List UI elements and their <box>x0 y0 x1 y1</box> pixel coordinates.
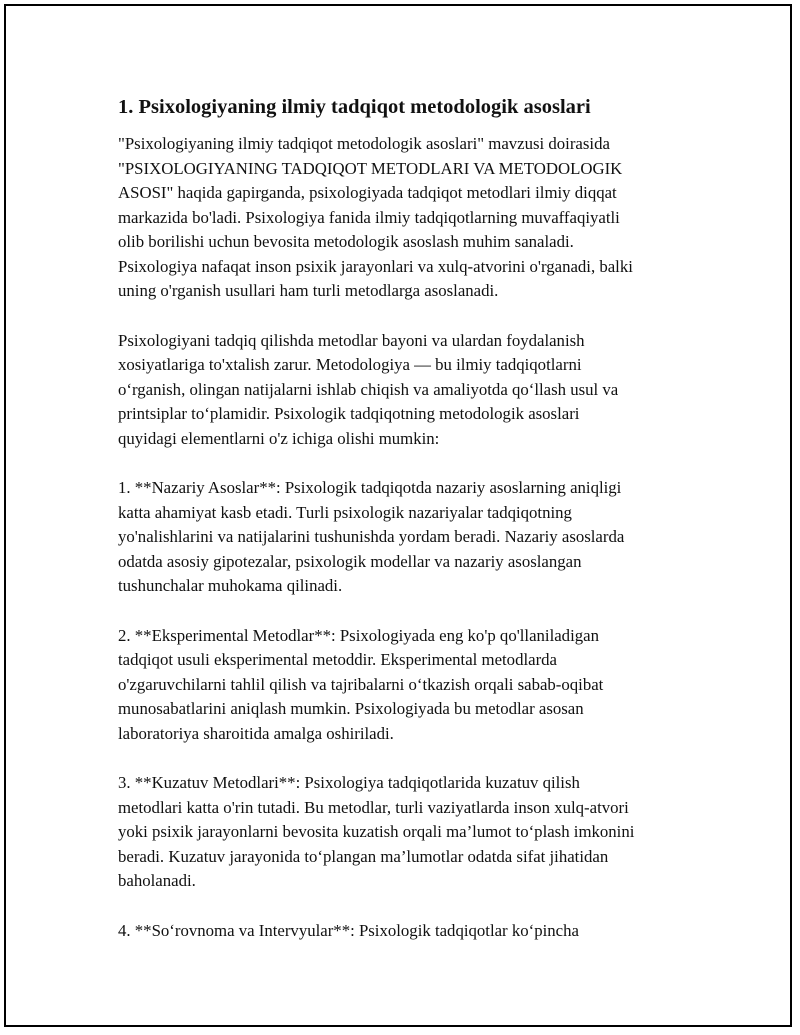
text-line: 4. **So‘rovnoma va Intervyular**: Psixologik tadqiqotlar ko‘pincha <box>118 920 579 940</box>
text-line: Psixologiyani tadqiq qilishda metodlar bayoni va ulardan foydalanish <box>118 330 585 350</box>
text-line: o‘rganish, olingan natijalarni ishlab chiqish va amaliyotda qo‘llash usul va <box>118 379 619 399</box>
text-line: katta ahamiyat kasb etadi. Turli psixologik nazariyalar tadqiqotning <box>118 502 572 522</box>
text-line: quyidagi elementlarni o'z ichiga olishi mumkin: <box>118 428 440 448</box>
text-line: uning o'rganish usullari ham turli metodlarga asoslanadi. <box>118 281 499 300</box>
text-line: tadqiqot usuli eksperimental metoddir. Eksperimental metodlarda <box>118 650 557 669</box>
document-body <box>118 94 698 968</box>
paragraph-experimental-methods <box>118 624 698 747</box>
text-line: beradi. Kuzatuv jarayonida to‘plangan ma’lumotlar odatda sifat jihatidan <box>118 846 609 866</box>
text-line: tushunchalar muhokama qilinadi. <box>118 576 343 595</box>
text-line: odatda asosiy gipotezalar, psixologik modellar va nazariy asoslangan <box>118 551 582 571</box>
text-line: baholanadi. <box>118 871 196 890</box>
paragraph-intro <box>118 132 698 304</box>
text-line: 3. **Kuzatuv Metodlari**: Psixologiya tadqiqotlarida kuzatuv qilish <box>118 773 580 792</box>
text-line: 1. **Nazariy Asoslar**: Psixologik tadqiqotda nazariy asoslarning aniqligi <box>118 478 622 497</box>
text-line: 2. **Eksperimental Metodlar**: Psixologiyada eng ko'p qo'llaniladigan <box>118 625 599 645</box>
text-line: "PSIXOLOGIYANING TADQIQOT METODLARI VA METODOLOGIK <box>118 158 623 178</box>
text-line: munosabatlarini aniqlash mumkin. Psixologiyada bu metodlar asosan <box>118 699 584 718</box>
paragraph-surveys-interviews <box>118 919 698 944</box>
paragraph-observation-methods <box>118 771 698 894</box>
text-line: xosiyatlariga to'xtalish zarur. Metodologiya — bu ilmiy tadqiqotlarni <box>118 355 582 374</box>
section-heading: 1. Psixologiyaning ilmiy tadqiqot metodologik asoslari <box>118 96 591 118</box>
text-line: yo'nalishlarini va natijalarini tushunishda yordam beradi. Nazariy asoslarda <box>118 527 625 546</box>
text-line: printsiplar to‘plamidir. Psixologik tadqiqotning metodologik asoslari <box>118 404 580 423</box>
text-line: o'zgaruvchilarni tahlil qilish va tajribalarni o‘tkazish orqali sabab-oqibat <box>118 674 604 694</box>
text-line: Psixologiya nafaqat inson psixik jarayonlari va xulq-atvorini o'rganadi, balki <box>118 256 633 276</box>
paragraph-methodology <box>118 329 698 452</box>
text-line: ASOSI" haqida gapirganda, psixologiyada tadqiqot metodlari ilmiy diqqat <box>118 183 617 202</box>
text-line: laboratoriya sharoitida amalga oshiriladi. <box>118 723 394 743</box>
text-line: yoki psixik jarayonlarni bevosita kuzatish orqali ma’lumot to‘plash imkonini <box>118 822 635 841</box>
text-line: markazida bo'ladi. Psixologiya fanida ilmiy tadqiqotlarning muvaffaqiyatli <box>118 207 620 227</box>
text-line: metodlari katta o'rin tutadi. Bu metodlar, turli vaziyatlarda inson xulq-atvori <box>118 797 629 817</box>
paragraph-theoretical-foundations <box>118 476 698 599</box>
text-line: "Psixologiyaning ilmiy tadqiqot metodologik asoslari" mavzusi doirasida <box>118 134 610 153</box>
text-line: olib borilishi uchun bevosita metodologik asoslash muhim sanaladi. <box>118 232 574 251</box>
